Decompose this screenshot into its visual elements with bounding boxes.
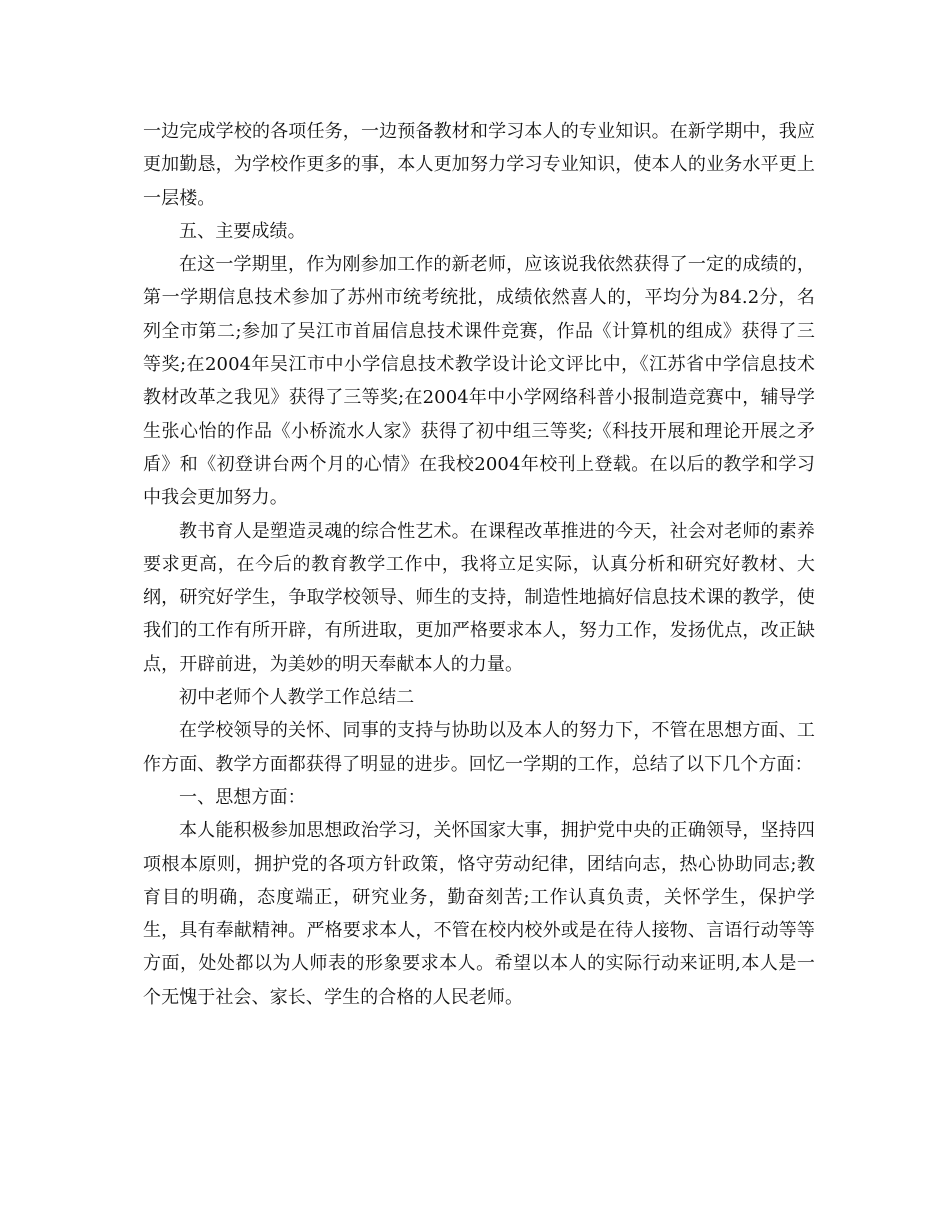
summary-two-title: 初中老师个人教学工作总结二 (179, 687, 415, 709)
paragraph-ideology: 本人能积极参加思想政治学习，关怀国家大事，拥护党中央的正确领导，坚持四项根本原则，拥护党的各项方针政策，恪守劳动纪律，团结向志，热心协助同志;教育目的明确，态度端正，研究业务，勤奋刻苦;工作认真负责，关怀学生，保护学生，具有奉献精神。严格要求本人，不管在校内校外或是在待人接物、言语行动等等方面，处处都以为人师表的形象要求本人。希望以本人的实际行动来证明,本人是一个无愧于社会、家长、学生的合格的人民老师。 (143, 820, 815, 1008)
paragraph-achievements: 在这一学期里，作为刚参加工作的新老师，应该说我依然获得了一定的成绩的，第一学期信息技术参加了苏州市统考统批，成绩依然喜人的，平均分为84.2分，名列全市第二;参加了吴江市首届信息技术课件竞赛，作品《计算机的组成》获得了三等奖;在2004年吴江市中小学信息技术教学设计论文评比中，《江苏省中学信息技术教材改革之我见》获得了三等奖;在2004年中小学网络科普小报制造竞赛中，辅导学生张心怡的作品《小桥流水人家》获得了初中组三等奖;《科技开展和理论开展之矛盾》和《初登讲台两个月的心情》在我校2004年校刊上登载。在以后的教学和学习中我会更加努力。 (143, 254, 815, 509)
section-heading-main-achievements: 五、主要成绩。 (179, 220, 306, 242)
paragraph-summary-intro: 在学校领导的关怀、同事的支持与协助以及本人的努力下，不管在思想方面、工作方面、教学方面都获得了明显的进步。回忆一学期的工作，总结了以下几个方面： (143, 720, 815, 775)
section-heading-ideology: 一、思想方面： (179, 786, 306, 808)
paragraph-continuation: 一边完成学校的各项任务，一边预备教材和学习本人的专业知识。在新学期中，我应更加勤恳，为学校作更多的事，本人更加努力学习专业知识，使本人的业务水平更上一层楼。 (143, 121, 815, 209)
document-body (143, 115, 815, 1014)
paragraph-teaching-art: 教书育人是塑造灵魂的综合性艺术。在课程改革推进的今天，社会对老师的素养要求更高，在今后的教育教学工作中，我将立足实际，认真分析和研究好教材、大纲，研究好学生，争取学校领导、师生的支持，制造性地搞好信息技术课的教学，使我们的工作有所开辟，有所进取，更加严格要求本人，努力工作，发扬优点，改正缺点，开辟前进，为美妙的明天奉献本人的力量。 (143, 520, 815, 675)
